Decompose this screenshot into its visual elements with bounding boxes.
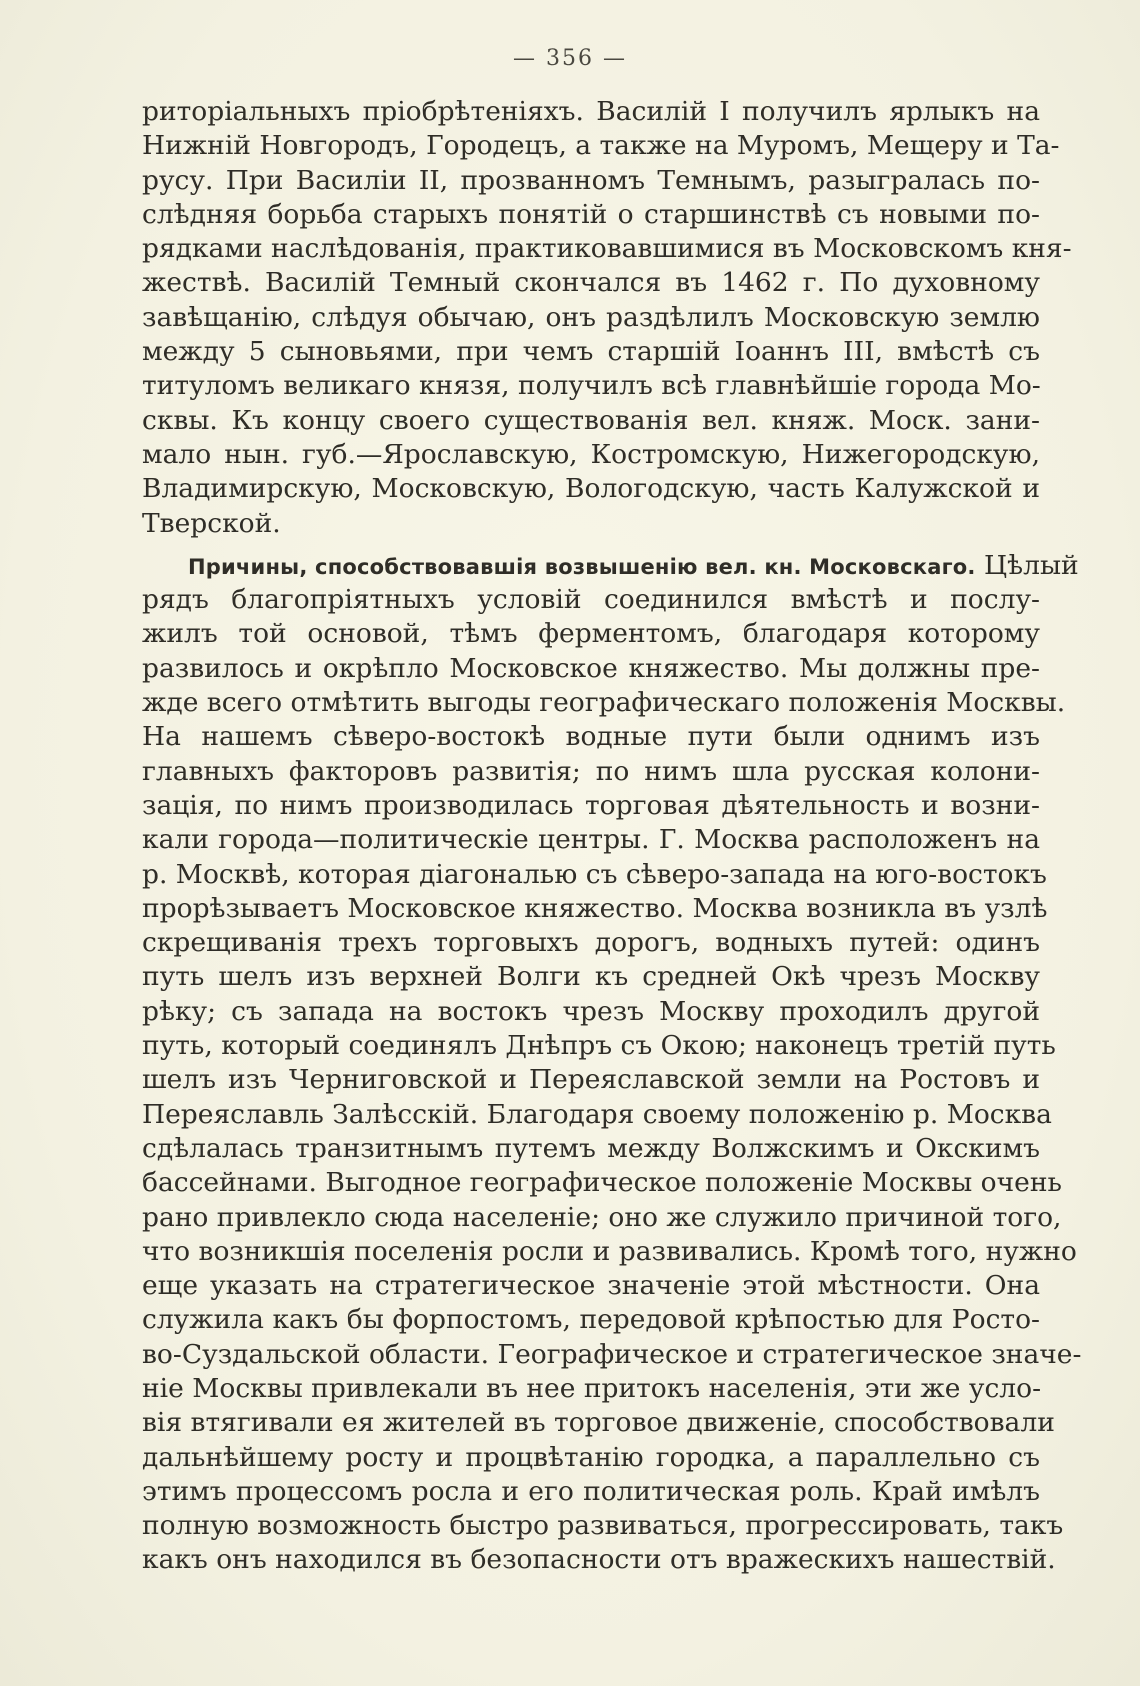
text-line: путь шелъ изъ верхней Волги къ средней Окѣ чрезъ Москву	[142, 961, 1040, 993]
text-line: скрещиванія трехъ торговыхъ дорогъ, водныхъ путей: одинъ	[142, 927, 1040, 959]
text-line: бассейнами. Выгодное географическое положеніе Москвы очень	[142, 1167, 1062, 1199]
body-text	[142, 95, 1082, 1578]
text-line: сквы. Къ концу своего существованія вел. княж. Моск. зани-	[142, 404, 1040, 436]
text-line: жилъ той основой, тѣмъ ферментомъ, благодаря которому	[142, 618, 1040, 650]
text-line: еще указать на стратегическое значеніе этой мѣстности. Она	[142, 1270, 1040, 1302]
text-line: полную возможность быстро развиваться, прогрессировать, такъ	[142, 1510, 1064, 1542]
text-line: Владимирскую, Московскую, Вологодскую, часть Калужской и	[142, 473, 1040, 505]
text-line: жествѣ. Василій Темный скончался въ 1462 г. По духовному	[142, 267, 1040, 299]
text-line: зація, по нимъ производилась торговая дѣятельность и возни-	[142, 789, 1040, 821]
text-line: что возникшія поселенія росли и развивались. Кромѣ того, нужно	[142, 1235, 1077, 1267]
text-line: На нашемъ сѣверо-востокѣ водные пути были однимъ изъ	[142, 721, 1040, 753]
section-heading: Причины, способствовавшія возвышенію вел. кн. Московскаго.	[188, 554, 976, 579]
text-line: р. Москвѣ, которая діагональю съ сѣверо-запада на юго-востокъ	[142, 858, 1047, 890]
page-number: — 356 —	[513, 46, 627, 71]
text-line: жде всего отмѣтить выгоды географическаго положенія Москвы.	[142, 687, 1066, 719]
text-line: титуломъ великаго князя, получилъ всѣ главнѣйшіе города Мо-	[142, 370, 1041, 402]
text-line	[142, 549, 1079, 583]
text-line: путь, который соединялъ Днѣпръ съ Окою; наконецъ третій путь	[142, 1030, 1056, 1062]
text-line: мало нын. губ.—Ярославскую, Костромскую, Нижегородскую,	[142, 438, 1040, 470]
text-line: Нижній Новгородъ, Городецъ, а также на Муромъ, Мещеру и Та-	[142, 130, 1060, 162]
text-line: рѣку; съ запада на востокъ чрезъ Москву проходилъ другой	[142, 995, 1040, 1027]
text-line: между 5 сыновьями, при чемъ старшій Іоаннъ III, вмѣстѣ съ	[142, 336, 1040, 368]
text-line: этимъ процессомъ росла и его политическая роль. Край имѣлъ	[142, 1475, 1040, 1507]
text-line: Тверской.	[142, 507, 281, 539]
text-line: служила какъ бы форпостомъ, передовой крѣпостью для Росто-	[142, 1304, 1040, 1336]
text-line: ніе Москвы привлекали въ нее притокъ населенія, эти же усло-	[142, 1372, 1042, 1404]
text-line: риторіальныхъ пріобрѣтеніяхъ. Василій I получилъ ярлыкъ на	[142, 96, 1040, 127]
text-line: главныхъ факторовъ развитія; по нимъ шла русская колони-	[142, 755, 1040, 787]
text-line: завѣщанію, слѣдуя обычаю, онъ раздѣлилъ Московскую землю	[142, 301, 1040, 333]
text-line: рядками наслѣдованія, практиковавшимися въ Московскомъ кня-	[142, 233, 1072, 265]
text-line: русу. При Василіи II, прозванномъ Темнымъ, разыгралась по-	[142, 164, 1040, 196]
text-line: Переяславль Залѣсскій. Благодаря своему положенію р. Москва	[142, 1098, 1052, 1130]
text-line: какъ онъ находился въ безопасности отъ вражескихъ нашествій.	[142, 1544, 1056, 1576]
paragraph-1	[142, 95, 1072, 541]
text-line: во-Суздальской области. Географическое и стратегическое значе-	[142, 1338, 1082, 1370]
paragraph-2	[142, 549, 1082, 1578]
text-line: рядъ благопріятныхъ условій соединился вмѣстѣ и послу-	[142, 584, 1040, 616]
text-line: дальнѣйшему росту и процвѣтанію городка, а параллельно съ	[142, 1441, 1040, 1473]
text-line: развилось и окрѣпло Московское княжество. Мы должны пре-	[142, 652, 1040, 684]
text-line: сдѣлалась транзитнымъ путемъ между Волжскимъ и Окскимъ	[142, 1132, 1040, 1164]
text-line: прорѣзываетъ Московское княжество. Москва возникла въ узлѣ	[142, 892, 1048, 924]
text-line: шелъ изъ Черниговской и Переяславской земли на Ростовъ и	[142, 1064, 1040, 1096]
text-line: слѣдняя борьба старыхъ понятій о старшинствѣ съ новыми по-	[142, 198, 1040, 230]
heading-line-rest: Цѣлый	[984, 549, 1079, 581]
text-line: вія втягивали ея жителей въ торговое движеніе, способствовали	[142, 1407, 1055, 1439]
text-line: рано привлекло сюда населеніе; оно же служило причиной того,	[142, 1201, 1062, 1233]
text-line: кали города—политическіе центры. Г. Москва расположенъ на	[142, 824, 1040, 856]
